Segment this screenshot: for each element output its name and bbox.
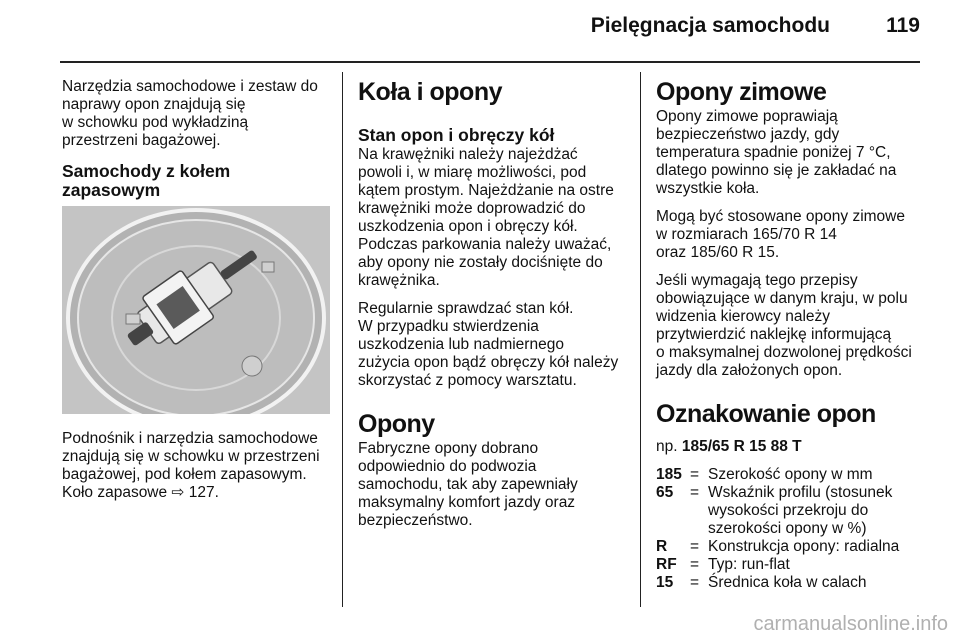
spec-row: R = Konstrukcja opony: radialna bbox=[656, 538, 900, 555]
marking-example: np. 185/65 R 15 88 T bbox=[656, 438, 802, 455]
column-right bbox=[656, 78, 926, 592]
page-number: 119 bbox=[886, 14, 920, 37]
winter-tyres-title: Opony zimowe bbox=[656, 78, 827, 106]
winter-paragraph-1: Opony zimowe poprawiają bezpieczeństwo jazdy, gdy temperatura spadnie poniżej 7 °C, dlatego powinno się je zakładać na wszystkie koła. bbox=[656, 108, 897, 197]
spec-row: 185 = Szerokość opony w mm bbox=[656, 466, 873, 483]
column-rule-2 bbox=[640, 72, 641, 607]
header-title: Pielęgnacja samochodu bbox=[590, 14, 830, 37]
header-rule bbox=[60, 61, 920, 63]
column-middle bbox=[358, 78, 628, 540]
tyres-title: Opony bbox=[358, 410, 435, 438]
column-rule-1 bbox=[342, 72, 343, 607]
column-left bbox=[62, 78, 330, 512]
tyre-condition-heading: Stan opon i obręczy kół bbox=[358, 125, 555, 145]
spec-list bbox=[656, 466, 926, 592]
tyre-condition-paragraph: Na krawężniki należy najeżdżać powoli i, w miarę możliwości, pod kątem prostym. Najeżdżanie na ostre krawężniki może doprowadzić do uszkodzenia opon i obręczy kół. Podczas parkowania należy uważać, aby opony nie zostały dociśnięte do krawężnika. bbox=[358, 146, 614, 289]
wheels-tyres-title: Koła i opony bbox=[358, 78, 502, 106]
watermark: carmanualsonline.info bbox=[753, 613, 948, 635]
spec-row: RF = Typ: run-flat bbox=[656, 556, 790, 573]
spare-wheel-heading: Samochody z kołem zapasowym bbox=[62, 161, 231, 200]
tyre-marking-title: Oznakowanie opon bbox=[656, 400, 876, 428]
winter-paragraph-3: Jeśli wymagają tego przepisy obowiązujące w danym kraju, w polu widzenia kierowcy należy przytwierdzić naklejkę informującą o maksymalnej dozwolonej prędkości jazdy dla założonych opon. bbox=[656, 272, 912, 379]
regular-check-paragraph: Regularnie sprawdzać stan kół. W przypadku stwierdzenia uszkodzenia lub nadmiernego zużycia opon bądź obręczy kół należy skorzystać z pomocy warsztatu. bbox=[358, 300, 619, 389]
winter-paragraph-2: Mogą być stosowane opony zimowe w rozmiarach 165/70 R 14 oraz 185/60 R 15. bbox=[656, 208, 905, 261]
spec-row: 15 = Średnica koła w calach bbox=[656, 574, 867, 591]
tyres-paragraph: Fabryczne opony dobrano odpowiednio do podwozia samochodu, tak aby zapewniały maksymalny komfort jazdy oraz bezpieczeństwo. bbox=[358, 440, 578, 529]
spare-wheel-jack-illustration bbox=[62, 206, 330, 414]
figure-caption: Podnośnik i narzędzia samochodowe znajdują się w schowku w przestrzeni bagażowej, pod kołem zapasowym. Koło zapasowe ⇨ 127. bbox=[62, 430, 320, 501]
intro-paragraph: Narzędzia samochodowe i zestaw do naprawy opon znajdują się w schowku pod wykładziną przestrzeni bagażowej. bbox=[62, 78, 318, 149]
spec-row: 65 = Wskaźnik profilu (stosunek wysokości przekroju do szerokości opony w %) bbox=[656, 484, 893, 537]
